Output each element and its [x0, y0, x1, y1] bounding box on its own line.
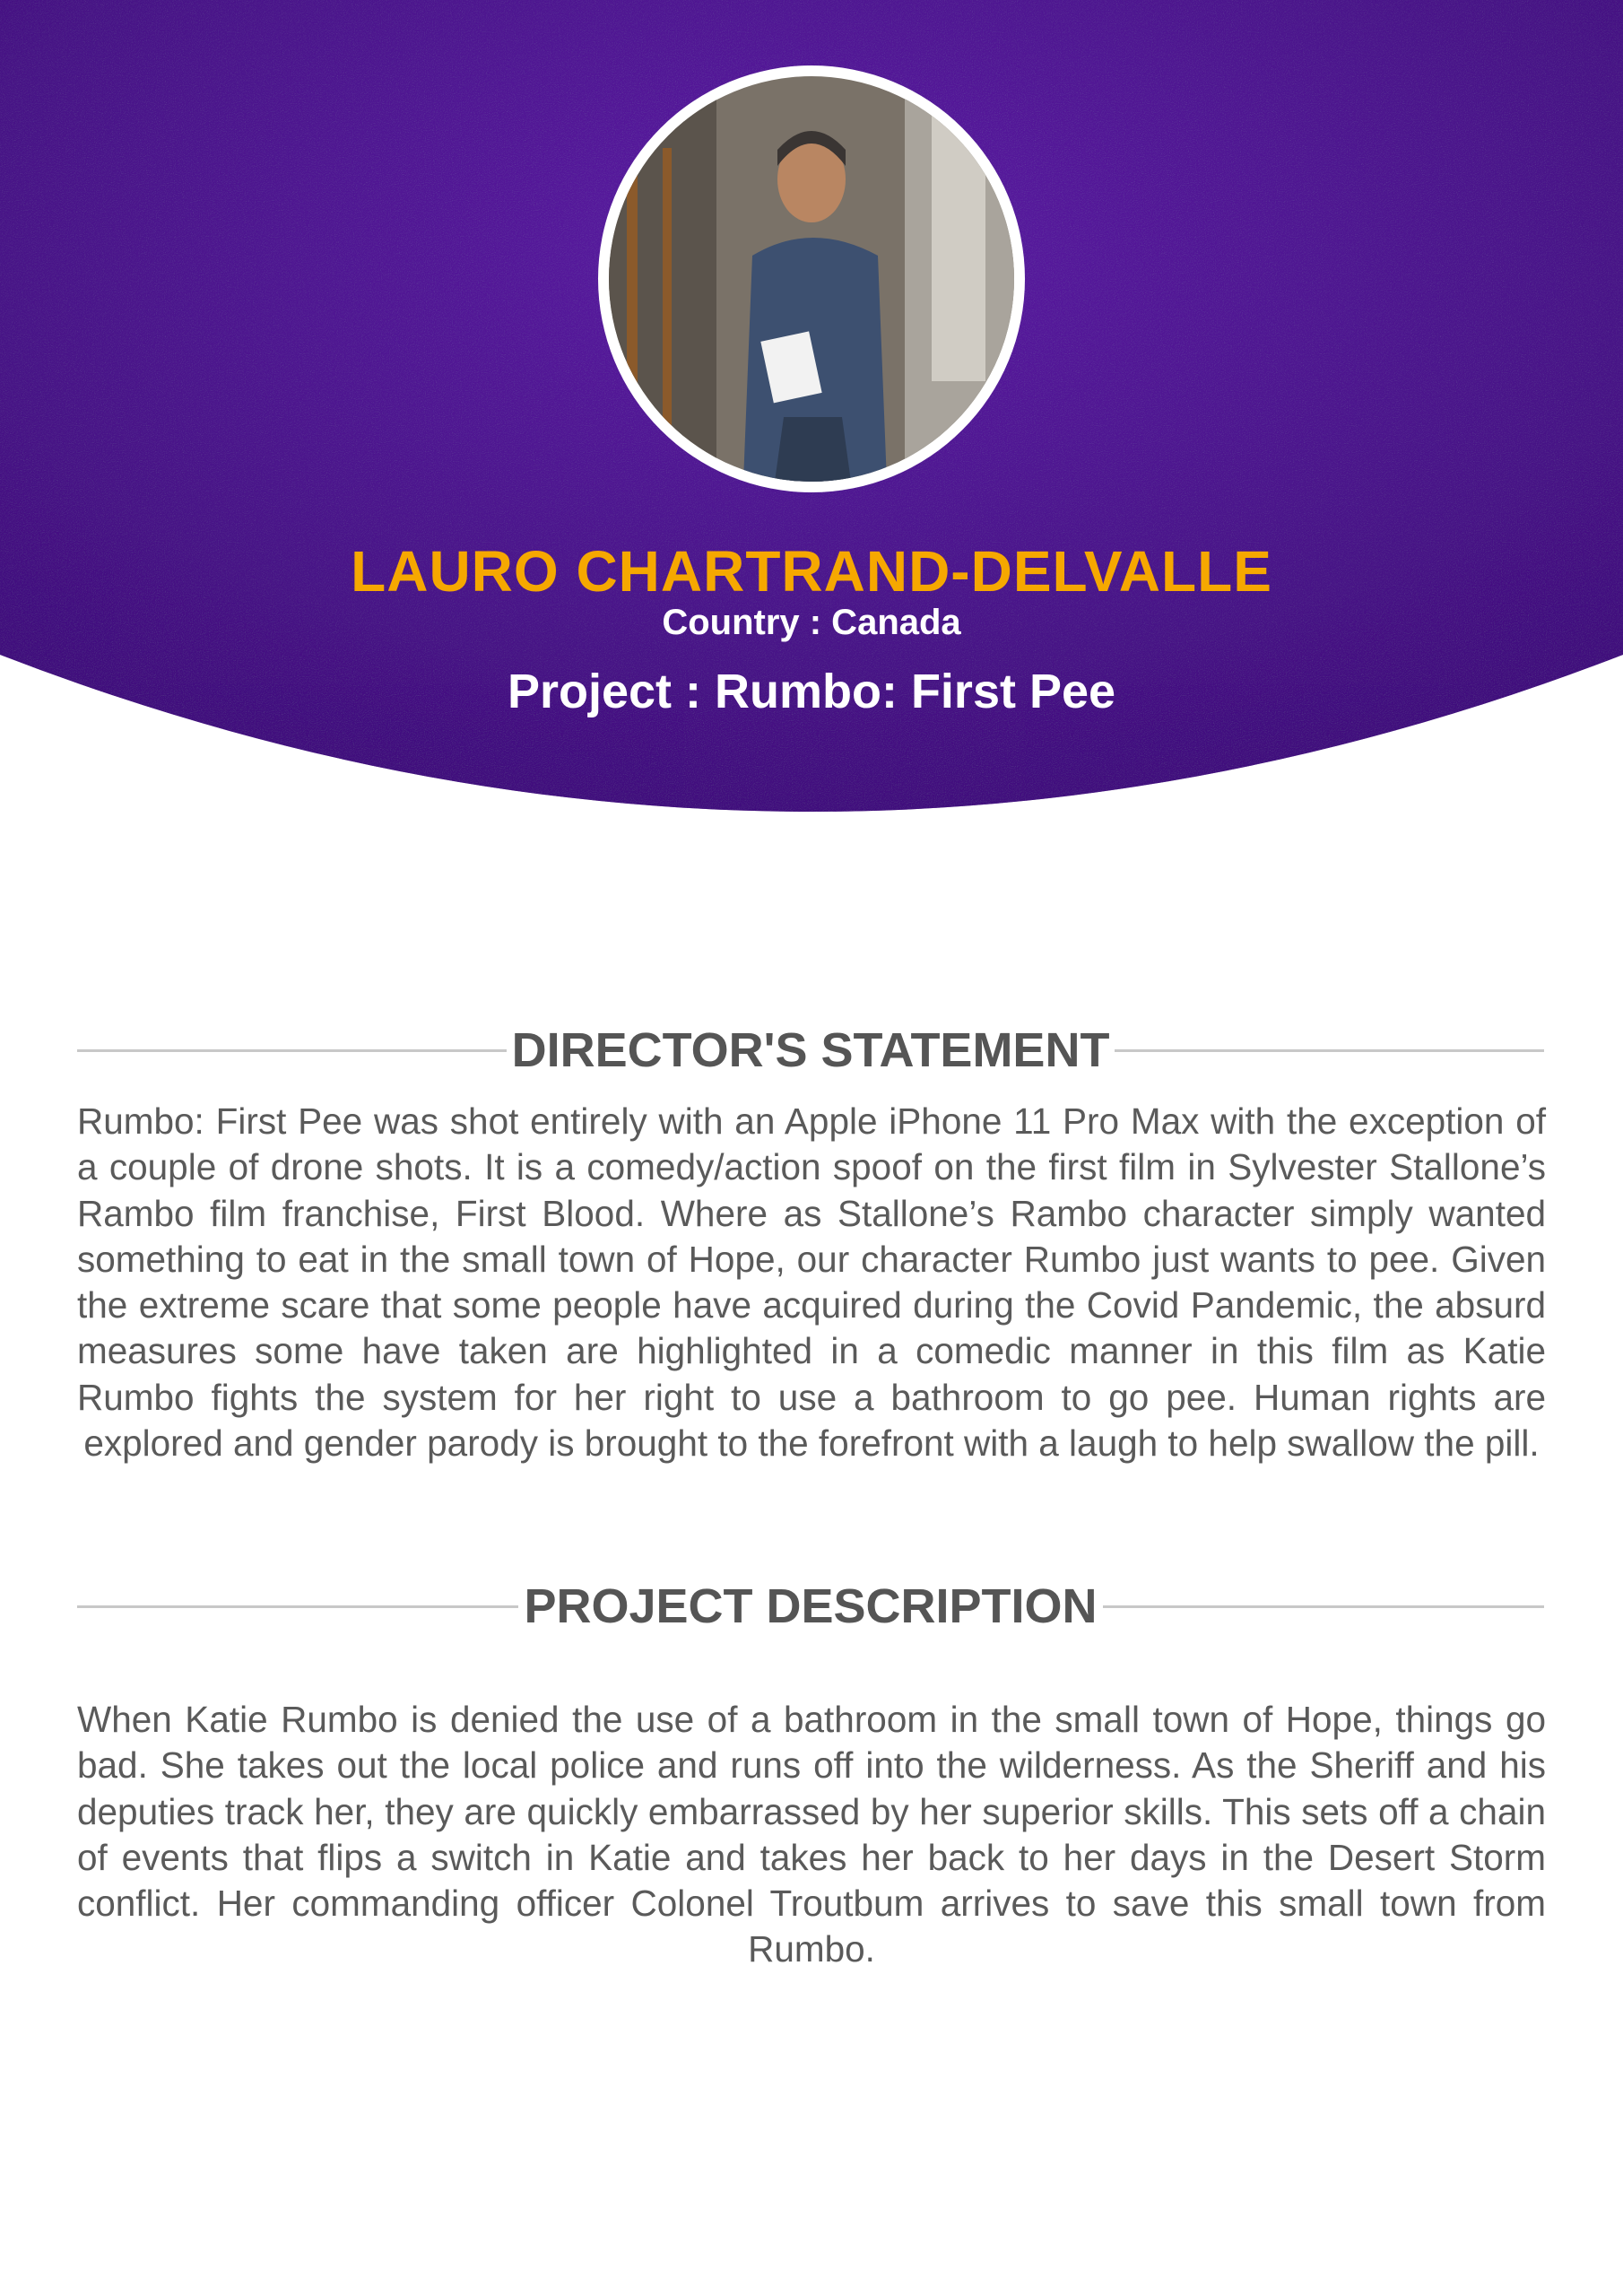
- director-photo: [598, 65, 1025, 492]
- country-label: Country : Canada: [662, 603, 961, 642]
- director-name: LAURO CHARTRAND-DELVALLE: [351, 539, 1272, 604]
- divider-line: [77, 1049, 507, 1052]
- divider-line: [1103, 1605, 1544, 1608]
- project-description-heading: [77, 1578, 1544, 1634]
- project-description-text: When Katie Rumbo is denied the use of a bathroom in the small town of Hope, things go bad. She takes out the local police and runs off into the wilderness. As the Sheriff and his deputies track her, they are quickly embarrassed by her superior skills. This sets off a chain of events that flips a switch in Katie and takes her back to her days in the Desert Storm conflict. Her commanding officer Colonel Troutbum arrives to save this small town from Rumbo.: [77, 1699, 1546, 1970]
- divider-line: [77, 1605, 518, 1608]
- directors-statement-text: Rumbo: First Pee was shot entirely with an Apple iPhone 11 Pro Max with the exception of a couple of drone shots. It is a comedy/action spoof on the first film in Sylvester Stallone’s Rambo film franchise, First Blood. Where as Stallone’s Rambo character simply wanted something to eat in the small town of Hope, our character Rumbo just wants to pee. Given the extreme scare that some people have acquired during the Covid Pandemic, the absurd measures some have taken are highlighted in a comedic manner in this film as Katie Rumbo fights the system for her right to use a bathroom to go pee. Human rights are explored and gender parody is brought to the forefront with a laugh to help swallow the pill.: [77, 1100, 1546, 1465]
- project-label: Project : Rumbo: First Pee: [507, 665, 1116, 718]
- divider-line: [1115, 1049, 1544, 1052]
- directors-statement-heading: [77, 1022, 1544, 1078]
- person-photo-illustration: [609, 76, 1014, 482]
- section-title: DIRECTOR'S STATEMENT: [511, 1023, 1110, 1077]
- section-title: PROJECT DESCRIPTION: [524, 1579, 1098, 1633]
